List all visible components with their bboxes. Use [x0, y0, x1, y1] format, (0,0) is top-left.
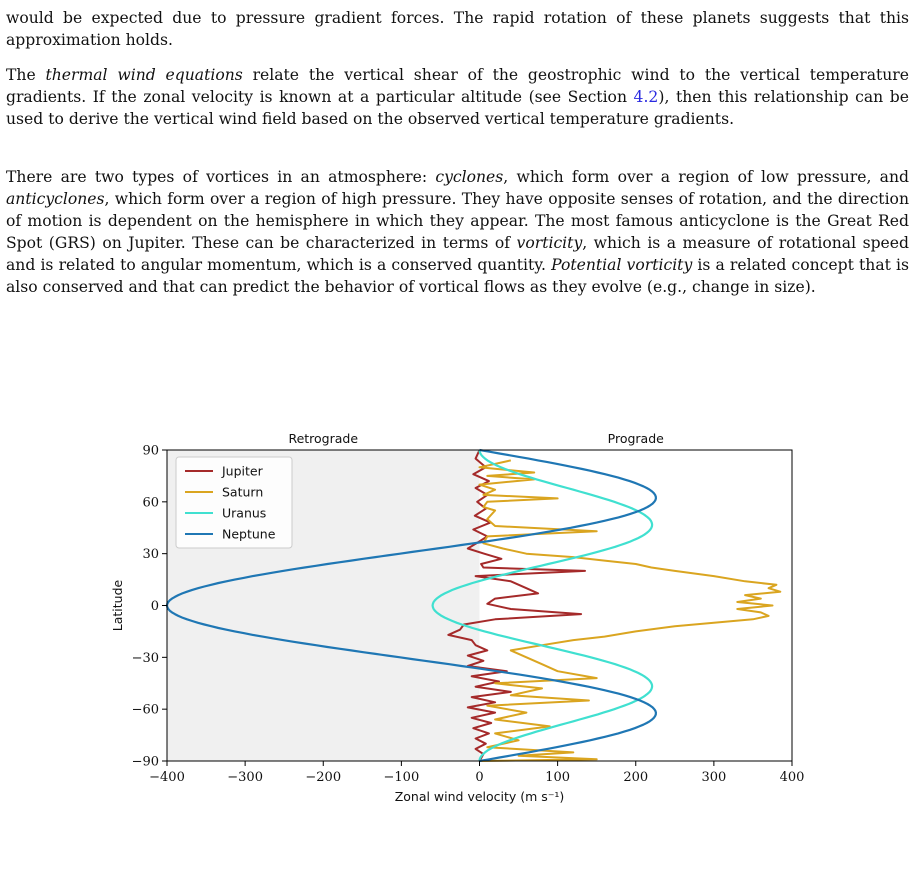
x-tick-label: −300 [227, 770, 263, 785]
paragraph-pressure-text: would be expected due to pressure gradient forces. The rapid rotation of these planets suggests that this approximation holds. [6, 9, 909, 49]
paragraph-vortices [6, 166, 909, 298]
p2-text-a: The [6, 66, 46, 84]
p3-text-e: is a related concept that is also conserved and that can predict the behavior of vortical flows as they evolve (e.g., change in size). [6, 256, 910, 296]
legend [176, 457, 292, 548]
x-tick-label: 0 [475, 770, 484, 785]
anticyclones-term: anticyclones [6, 190, 105, 208]
vorticity-term: vorticity [516, 234, 583, 252]
paragraph-pressure [6, 7, 909, 51]
p3-text-a: There are two types of vortices in an atmosphere: [6, 168, 436, 186]
y-tick-label: 0 [150, 599, 159, 614]
x-tick-label: 100 [545, 770, 571, 785]
p3-text-d: , which is a measure of rotational speed and is related to angular momentum, which is a conserved quantity. [6, 234, 909, 274]
thermal-wind-term: thermal wind equations [45, 66, 243, 84]
y-tick-label: 90 [142, 443, 159, 459]
p3-text-c: , which form over a region of high pressure. They have opposite senses of rotation, and the direction of motion is dependent on the hemisphere in which they appear. The most famous anticyclone is the Great Red Spot (GRS) on Jupiter. These can be characterized in terms of [6, 190, 909, 252]
x-tick-label: 400 [779, 770, 805, 785]
legend-label-jupiter: Jupiter [222, 463, 263, 479]
p3-text-b: , which form over a region of low pressure, and [503, 168, 909, 186]
prograde-title: Prograde [607, 431, 664, 446]
p2-text-b: relate the vertical shear of the geostrophic wind to the vertical temperature gradients. If the zonal velocity is known at a particular altitude (see Section [6, 66, 909, 106]
cyclones-term: cyclones [435, 168, 504, 186]
y-tick-label: −30 [131, 650, 159, 666]
zonal-wind-figure [100, 424, 815, 814]
legend-label-uranus: Uranus [222, 505, 267, 521]
y-tick-label: −90 [131, 754, 159, 770]
y-axis-label: Latitude [110, 579, 125, 632]
x-tick-label: −200 [305, 770, 342, 785]
x-tick-label: −400 [149, 770, 185, 785]
section-link[interactable]: 4.2 [633, 88, 659, 106]
x-tick-label: 200 [623, 770, 649, 785]
retrograde-title: Retrograde [288, 431, 359, 446]
x-tick-label: 300 [701, 770, 727, 785]
x-axis-label: Zonal wind velocity (m s⁻¹) [394, 789, 565, 804]
y-tick-label: −60 [131, 702, 159, 718]
x-tick-label: −100 [383, 770, 420, 785]
legend-label-neptune: Neptune [222, 526, 276, 542]
paragraph-thermal-wind [6, 64, 909, 130]
p2-text-c: ), then this relationship can be used to derive the vertical wind field based on the observed vertical temperature gradients. [6, 88, 909, 128]
y-tick-label: 30 [142, 547, 159, 563]
potential-vorticity-term: Potential vorticity [551, 256, 693, 274]
y-tick-label: 60 [142, 495, 159, 511]
legend-label-saturn: Saturn [222, 484, 264, 500]
